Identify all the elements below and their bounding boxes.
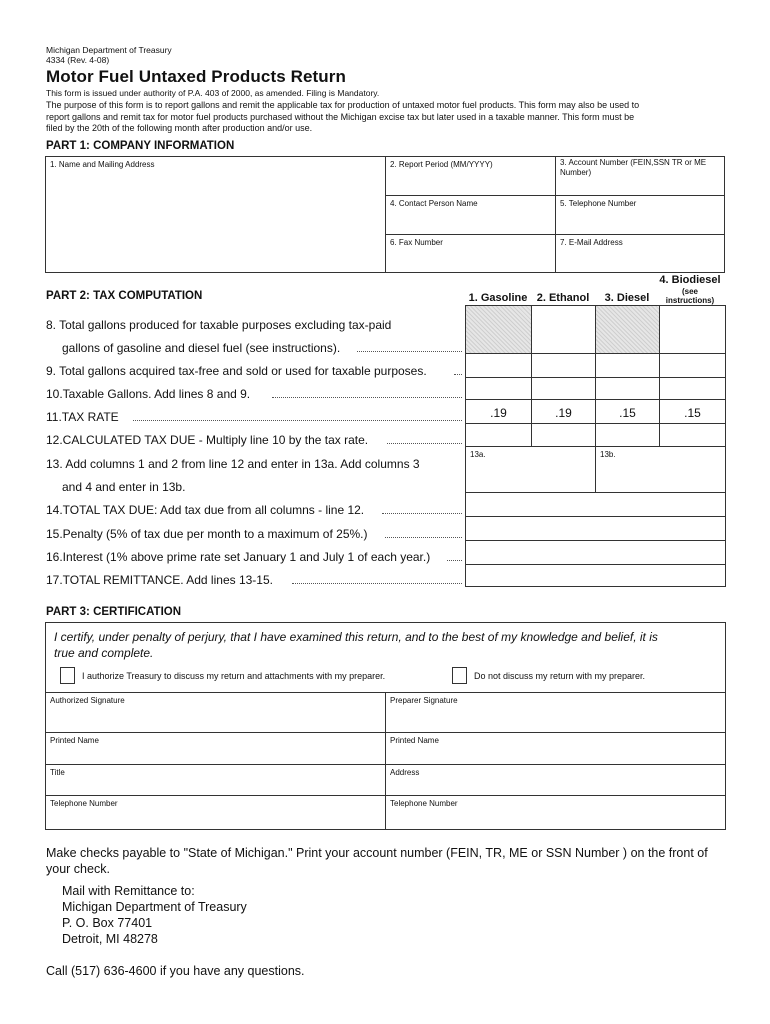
line12-diesel-cell[interactable] <box>596 424 660 447</box>
authorize-preparer-label: I authorize Treasury to discuss my return and attachments with my preparer. <box>82 671 386 681</box>
col-ethanol-header: 2. Ethanol <box>536 292 590 304</box>
do-not-discuss-label: Do not discuss my return with my preparer. <box>474 671 646 681</box>
preparer-signature-field[interactable] <box>386 693 725 733</box>
address-label: Address <box>390 768 420 777</box>
line14-label: 14.TOTAL TAX DUE: Add tax due from all columns - line 12. <box>46 503 365 517</box>
title-label: Title <box>50 768 65 777</box>
purpose-line-3: filed by the 20th of the following month after production and/or use. <box>46 123 313 133</box>
form-title: Motor Fuel Untaxed Products Return <box>46 67 346 86</box>
line13b-cell[interactable] <box>596 447 725 493</box>
line10-gasoline-cell[interactable] <box>466 378 532 400</box>
rate-divider <box>466 423 725 424</box>
certification-statement <box>54 629 658 661</box>
checks-instruction <box>46 845 708 877</box>
line8-label-2: gallons of gasoline and diesel fuel (see instructions). <box>62 341 341 355</box>
line13-label-1: 13. Add columns 1 and 2 from line 12 and enter in 13a. Add columns 3 <box>46 457 420 471</box>
line13a-label: 13a. <box>470 450 486 459</box>
line9-leader <box>454 374 462 375</box>
line8-gasoline-cell <box>466 306 532 354</box>
title-field[interactable] <box>46 765 386 796</box>
line10-ethanol-cell[interactable] <box>532 378 596 400</box>
mail-line-3: P. O. Box 77401 <box>62 916 153 930</box>
printed-name-label-right: Printed Name <box>390 736 439 745</box>
name-address-field[interactable] <box>46 157 386 272</box>
fax-field[interactable] <box>386 235 556 272</box>
tax-computation-grid <box>465 305 726 587</box>
line13a-cell[interactable] <box>466 447 596 493</box>
preparer-signature-label: Preparer Signature <box>390 696 458 705</box>
contact-person-label: 4. Contact Person Name <box>390 199 478 208</box>
line8-diesel-cell <box>596 306 660 354</box>
line10-leader <box>272 397 462 398</box>
line9-diesel-cell[interactable] <box>596 354 660 378</box>
contact-person-field[interactable] <box>386 196 556 235</box>
authorized-signature-label: Authorized Signature <box>50 696 125 705</box>
authorized-signature-field[interactable] <box>46 693 386 733</box>
company-info-table <box>45 156 725 273</box>
line9-biodiesel-cell[interactable] <box>660 354 725 378</box>
checks-line-2: your check. <box>46 862 110 876</box>
line10-label: 10.Taxable Gallons. Add lines 8 and 9. <box>46 387 251 401</box>
email-label: 7. E-Mail Address <box>560 238 623 247</box>
line9-ethanol-cell[interactable] <box>532 354 596 378</box>
telephone-label-right: Telephone Number <box>390 799 458 808</box>
col-gasoline-header: 1. Gasoline <box>468 292 528 304</box>
line12-ethanol-cell[interactable] <box>532 424 596 447</box>
part3-heading: PART 3: CERTIFICATION <box>46 606 182 618</box>
telephone-label-left: Telephone Number <box>50 799 118 808</box>
line8-biodiesel-cell[interactable] <box>660 306 725 354</box>
telephone-field[interactable] <box>556 196 724 235</box>
purpose-line-1: The purpose of this form is to report gallons and remit the applicable tax for production of untaxed motor fuel products. This form may also be used to <box>46 100 640 110</box>
questions-phone: Call (517) 636-4600 if you have any questions. <box>46 964 305 978</box>
line16-cell[interactable] <box>466 541 725 565</box>
report-period-field[interactable] <box>386 157 556 196</box>
line10-biodiesel-cell[interactable] <box>660 378 725 400</box>
mail-line-1: Mail with Remittance to: <box>62 884 195 898</box>
line15-label: 15.Penalty (5% of tax due per month to a maximum of 25%.) <box>46 527 368 541</box>
line10-diesel-cell[interactable] <box>596 378 660 400</box>
telephone-field-right[interactable] <box>386 796 725 829</box>
purpose-line-2: report gallons and remit tax for motor fuel products purchased without the Michigan excise tax but later used in a taxable manner. This form must be <box>46 111 635 122</box>
line15-cell[interactable] <box>466 517 725 541</box>
printed-name-field-left[interactable] <box>46 733 386 765</box>
line9-label: 9. Total gallons acquired tax-free and sold or used for taxable purposes. <box>46 364 427 378</box>
form-revision: 4334 (Rev. 4-08) <box>46 55 110 65</box>
mail-line-4: Detroit, MI 48278 <box>62 932 158 946</box>
part2-heading: PART 2: TAX COMPUTATION <box>46 290 203 302</box>
col-biodiesel-header: 4. Biodiesel <box>659 274 721 286</box>
rate-biodiesel: .15 <box>660 400 725 447</box>
do-not-discuss-checkbox[interactable] <box>452 667 467 684</box>
address-field[interactable] <box>386 765 725 796</box>
part1-heading: PART 1: COMPANY INFORMATION <box>46 140 235 152</box>
line16-leader <box>447 560 462 561</box>
account-number-label-1: 3. Account Number (FEIN,SSN TR or ME <box>560 158 707 167</box>
col-biodiesel-note-1: (see <box>681 287 698 296</box>
line17-cell[interactable] <box>466 565 725 587</box>
printed-name-label-left: Printed Name <box>50 736 99 745</box>
line8-ethanol-cell[interactable] <box>532 306 596 354</box>
line12-leader <box>387 443 462 444</box>
authority-note: This form is issued under authority of P.A. 403 of 2000, as amended. Filing is Mandatory. <box>46 88 380 98</box>
checks-line-1: Make checks payable to "State of Michigan." Print your account number (FEIN, TR, ME or SSN Number ) on the front of <box>46 846 708 860</box>
telephone-field-left[interactable] <box>46 796 386 829</box>
certification-line-1: I certify, under penalty of perjury, that I have examined this return, and to the best of my knowledge and belief, it is <box>54 630 658 644</box>
report-period-label: 2. Report Period (MM/YYYY) <box>390 160 493 169</box>
line15-leader <box>385 537 462 538</box>
mail-line-2: Michigan Department of Treasury <box>62 900 247 914</box>
rate-ethanol: .19 <box>532 400 596 447</box>
line14-leader <box>382 513 462 514</box>
line9-gasoline-cell[interactable] <box>466 354 532 378</box>
mailing-address <box>62 883 247 947</box>
line8-leader <box>357 351 462 352</box>
certification-box <box>45 622 726 830</box>
col-biodiesel-note-2: instructions) <box>665 296 715 305</box>
fax-label: 6. Fax Number <box>390 238 443 247</box>
line12-biodiesel-cell[interactable] <box>660 424 725 447</box>
line13-label-2: and 4 and enter in 13b. <box>62 480 186 494</box>
name-address-label: 1. Name and Mailing Address <box>50 160 155 169</box>
line8-label-1: 8. Total gallons produced for taxable purposes excluding tax-paid <box>46 318 392 332</box>
account-number-label-2: Number) <box>560 167 592 177</box>
line14-cell[interactable] <box>466 493 725 517</box>
rate-diesel: .15 <box>596 400 660 447</box>
email-field[interactable] <box>556 235 724 272</box>
line13b-label: 13b. <box>600 450 616 459</box>
account-number-field[interactable] <box>556 157 724 196</box>
col-diesel-header: 3. Diesel <box>604 292 650 304</box>
line16-label: 16.Interest (1% above prime rate set January 1 and July 1 of each year.) <box>46 550 431 564</box>
telephone-label: 5. Telephone Number <box>560 199 637 208</box>
certification-line-2: true and complete. <box>54 646 154 660</box>
line12-gasoline-cell[interactable] <box>466 424 532 447</box>
line11-leader <box>133 420 462 421</box>
line17-leader <box>292 583 462 584</box>
col-biodiesel-note <box>655 287 725 305</box>
printed-name-field-right[interactable] <box>386 733 725 765</box>
line17-label: 17.TOTAL REMITTANCE. Add lines 13-15. <box>46 573 273 587</box>
line11-label: 11.TAX RATE <box>46 410 119 424</box>
rate-gasoline: .19 <box>466 400 532 447</box>
authorize-preparer-checkbox[interactable] <box>60 667 75 684</box>
line12-label: 12.CALCULATED TAX DUE - Multiply line 10 by the tax rate. <box>46 433 369 447</box>
account-number-label <box>556 157 724 177</box>
agency-name: Michigan Department of Treasury <box>46 45 172 55</box>
